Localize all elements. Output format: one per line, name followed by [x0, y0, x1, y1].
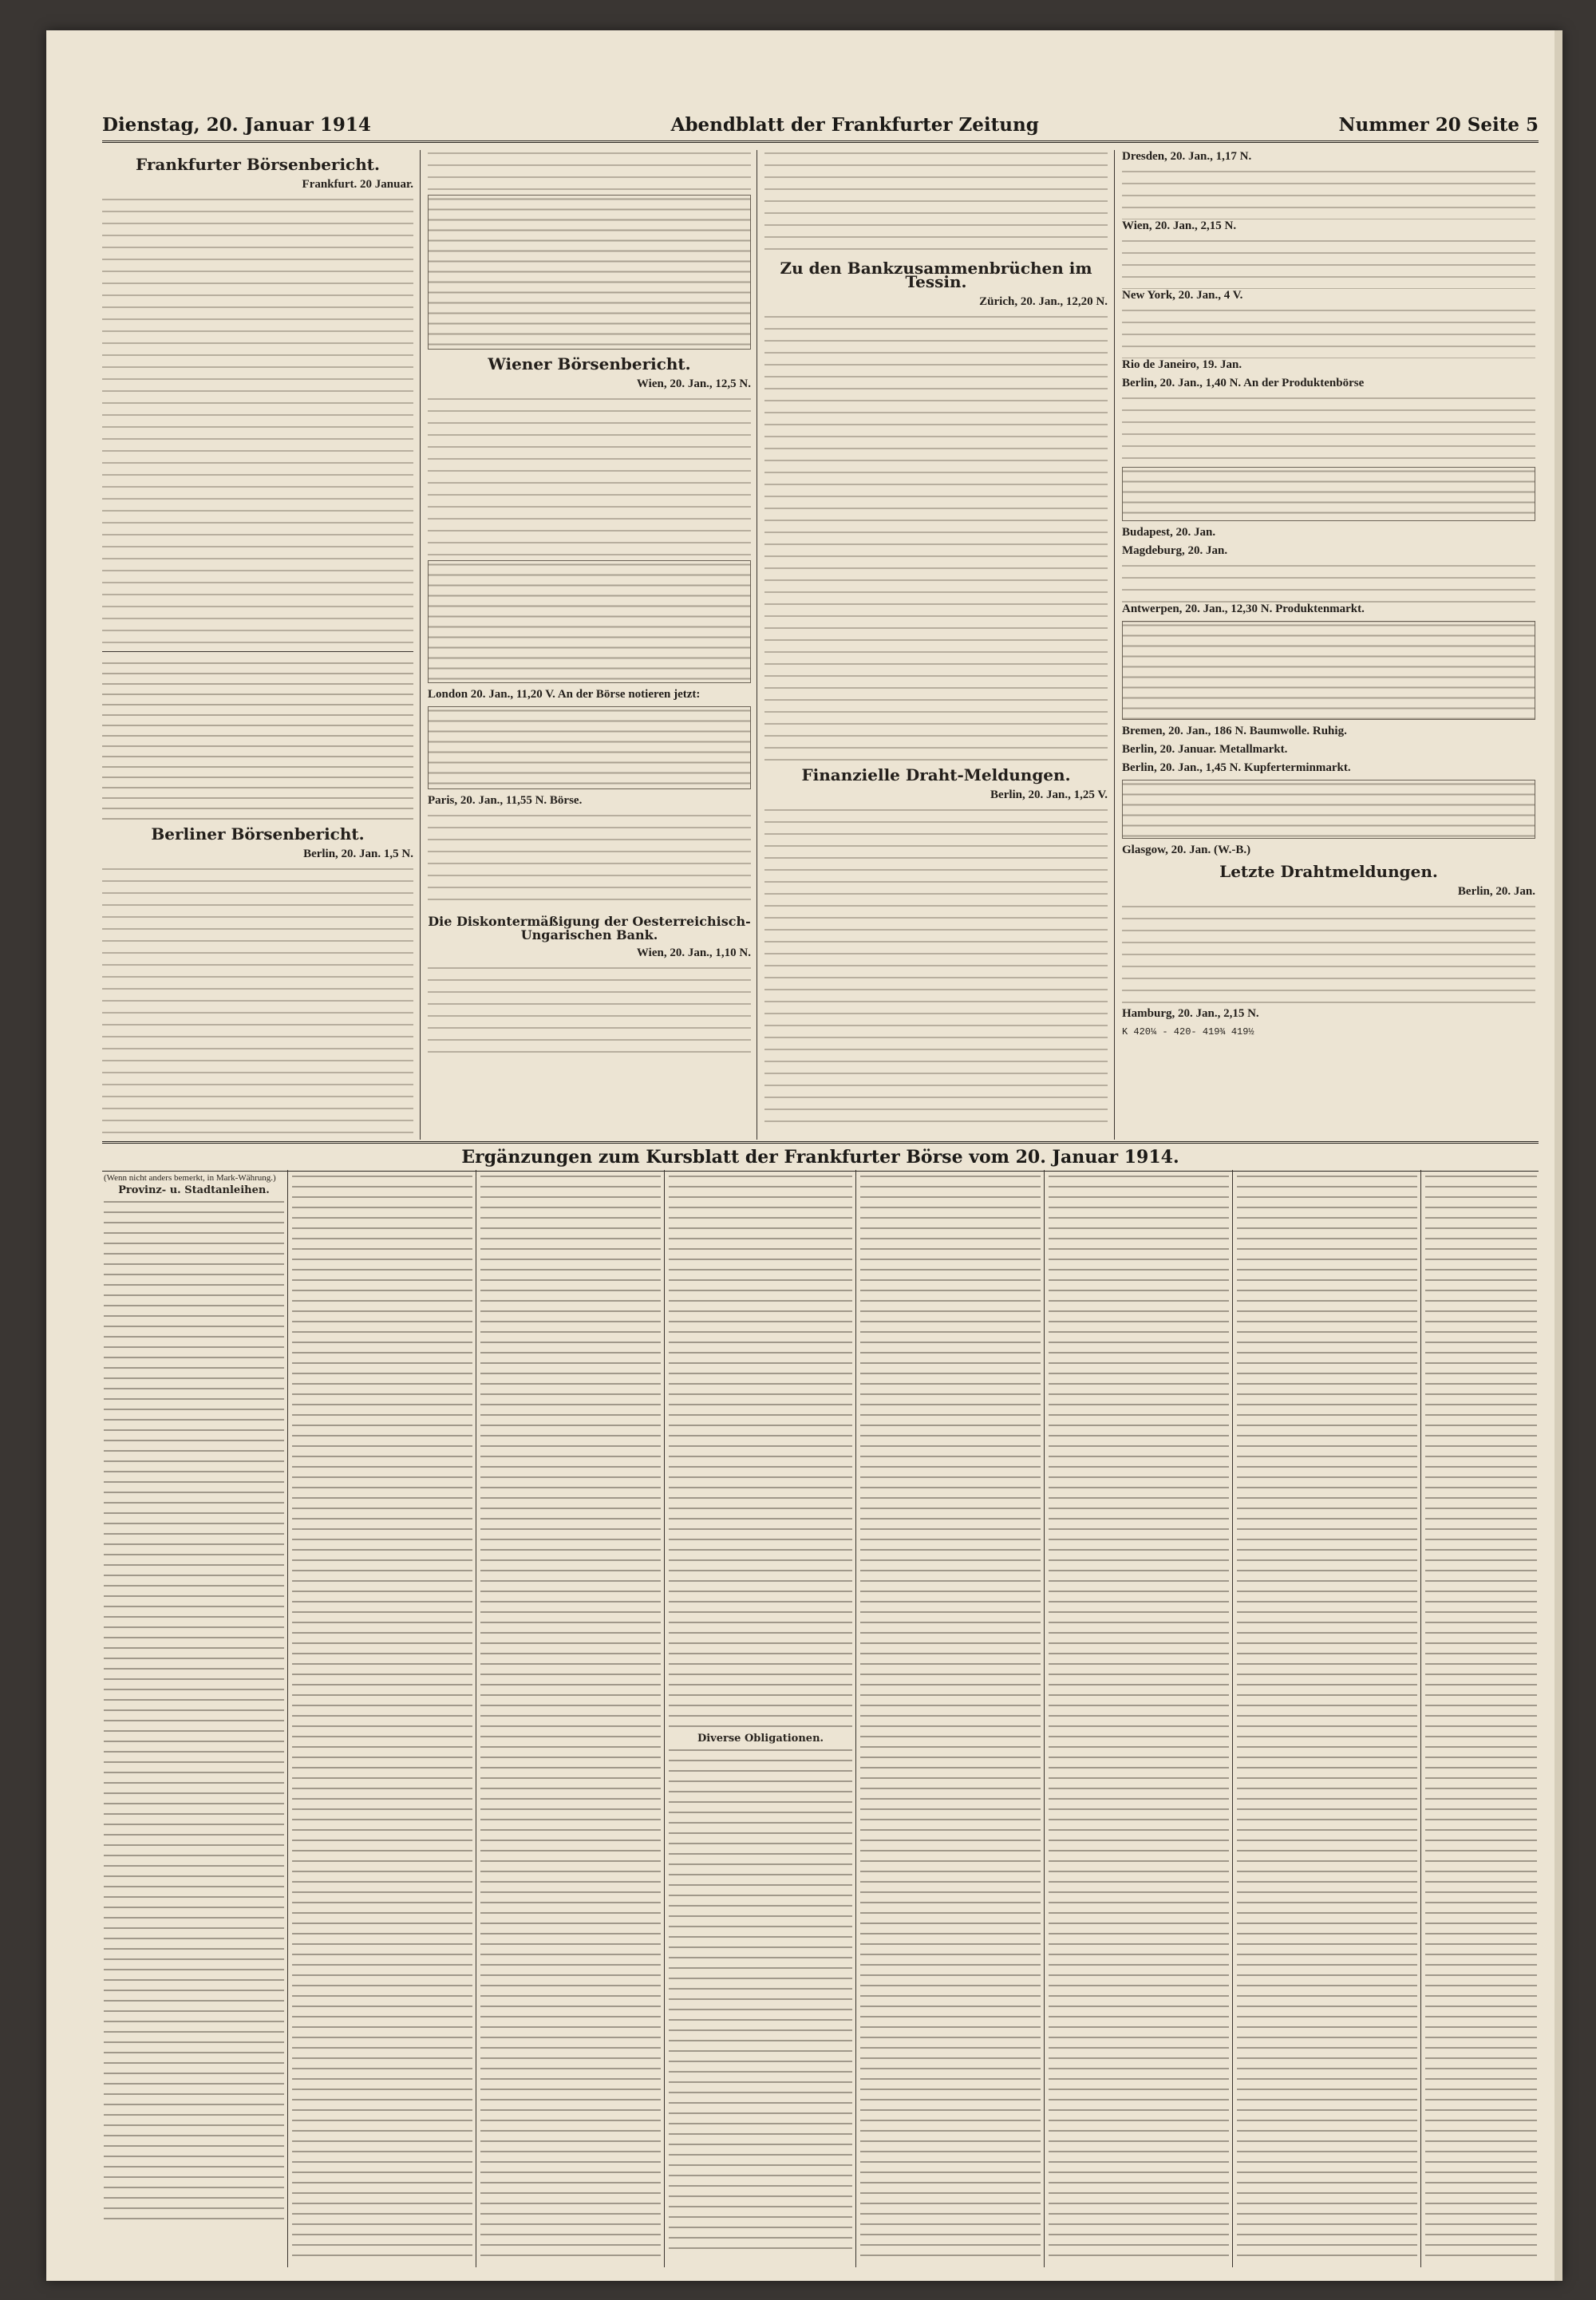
bottom-col-8 [1425, 1173, 1537, 2266]
col4-intro-text [1122, 168, 1535, 219]
hamburg-dateline: Hamburg, 20. Jan., 2,15 N. [1122, 1007, 1259, 1020]
listing-col-4-top [669, 1173, 852, 1732]
finanz-report-body [764, 807, 1108, 1126]
paris-report-body [428, 812, 751, 908]
masthead [102, 104, 1539, 143]
col2-intro-text [428, 150, 751, 190]
listing-col-6 [1049, 1173, 1229, 2259]
magdeburg-body [1122, 563, 1535, 603]
banner-note: (Wenn nicht anders bemerkt, in Mark-Währung.) [104, 1173, 276, 1183]
wiener-boersenbericht-heading: Wiener Börsenbericht. [488, 354, 691, 373]
zuerich-dateline: Zürich, 20. Jan., 12,20 N. [979, 295, 1108, 308]
stock-footer: K 420¼ - 420- 419¾ 419½ [1122, 1026, 1254, 1037]
berliner-report-body [102, 866, 413, 1136]
masthead-date: Dienstag, 20. Januar 1914 [102, 114, 371, 136]
column-wiener-boersenbericht [428, 150, 751, 1136]
masthead-title: Abendblatt der Frankfurter Zeitung [670, 114, 1039, 136]
bottom-col-5 [860, 1173, 1041, 2266]
newyork-body [1122, 307, 1535, 358]
magdeburg-dateline: Magdeburg, 20. Jan. [1122, 544, 1228, 557]
berliner-boersenbericht-heading: Berliner Börsenbericht. [151, 824, 365, 844]
masthead-page-number: Nummer 20 Seite 5 [1338, 114, 1539, 136]
tessin-heading: Zu den Bankzusammenbrüchen im Tessin. [780, 259, 1092, 291]
kursblatt-banner: Ergänzungen zum Kursblatt der Frankfurter Börse vom 20. Januar 1914. [102, 1141, 1539, 1172]
listing-col-5 [860, 1173, 1041, 2259]
frankfurter-dateline: Frankfurt. 20 Januar. [302, 178, 413, 191]
frankfurter-report-body [102, 196, 413, 643]
london-dateline: London 20. Jan., 11,20 V. An der Börse notieren jetzt: [428, 688, 701, 701]
berlin-quotes-table [428, 195, 751, 350]
bottom-col-provinzanleihen [104, 1173, 284, 2266]
produkten-body [1122, 395, 1535, 462]
listing-col-8 [1425, 1173, 1537, 2259]
wien-dateline: Wien, 20. Jan., 2,15 N. [1122, 219, 1237, 232]
produkten-table [1122, 467, 1535, 521]
antwerpen-table [1122, 621, 1535, 720]
wiener-dateline: Wien, 20. Jan., 12,5 N. [636, 377, 751, 390]
listing-col-7 [1237, 1173, 1417, 2259]
frankfurter-boersenbericht-heading: Frankfurter Börsenbericht. [136, 155, 380, 174]
dresden-dateline: Dresden, 20. Jan., 1,17 N. [1122, 150, 1252, 163]
diskont-body [428, 965, 751, 1061]
kupfer-dateline: Berlin, 20. Jan., 1,45 N. Kupferterminmarkt. [1122, 761, 1351, 774]
wiener-report-body [428, 396, 751, 555]
page-edge [1555, 30, 1562, 2281]
finanz-dateline: Berlin, 20. Jan., 1,25 V. [990, 788, 1108, 801]
produktenboerse-dateline: Berlin, 20. Jan., 1,40 N. An der Produktenbörse [1122, 377, 1365, 389]
frankfurter-quotations-block [102, 660, 413, 820]
diskontermaessigung-heading: Die Diskontermäßigung der Oesterreichisch-Ungarischen Bank. [428, 914, 751, 943]
provinz-stadtanleihen-heading: Provinz- u. Stadtanleihen. [118, 1184, 270, 1197]
metallmarkt-dateline: Berlin, 20. Januar. Metallmarkt. [1122, 743, 1288, 756]
column-tessin [764, 150, 1108, 1136]
bottom-col-4 [669, 1173, 852, 2266]
wien-news-body [1122, 238, 1535, 289]
listing-col-3 [480, 1173, 661, 2259]
col3-intro-text [764, 150, 1108, 254]
finanzielle-draht-meldungen-heading: Finanzielle Draht-Meldungen. [801, 765, 1071, 784]
diverse-obligationen-listing [669, 1747, 852, 2258]
column-frankfurter-boersenbericht [102, 150, 413, 1136]
letzte-drahtmeldungen-heading: Letzte Drahtmeldungen. [1219, 862, 1438, 881]
bottom-col-7 [1237, 1173, 1417, 2266]
berliner-dateline: Berlin, 20. Jan. 1,5 N. [303, 848, 413, 860]
provinz-listing [104, 1199, 284, 2228]
kupfer-table [1122, 780, 1535, 839]
antwerpen-dateline: Antwerpen, 20. Jan., 12,30 N. Produktenmarkt. [1122, 603, 1365, 615]
tessin-report-body [764, 314, 1108, 761]
column-markets [1122, 150, 1535, 1136]
diverse-obligationen-heading: Diverse Obligationen. [697, 1733, 824, 1745]
diskont-dateline: Wien, 20. Jan., 1,10 N. [636, 946, 751, 959]
budapest-dateline: Budapest, 20. Jan. [1122, 526, 1216, 539]
bremen-dateline: Bremen, 20. Jan., 186 N. Baumwolle. Ruhig. [1122, 725, 1347, 737]
wien-quotes-table [428, 560, 751, 683]
newspaper-page [46, 30, 1562, 2281]
london-quotes-table [428, 706, 751, 789]
glasgow-dateline: Glasgow, 20. Jan. (W.-B.) [1122, 844, 1251, 856]
letzte-berlin-dateline: Berlin, 20. Jan. [1457, 885, 1535, 898]
paris-dateline: Paris, 20. Jan., 11,55 N. Börse. [428, 794, 583, 807]
bottom-col-2 [292, 1173, 472, 2266]
listing-col-2 [292, 1173, 472, 2259]
bottom-col-6 [1049, 1173, 1229, 2266]
letzte-drahtmeldungen-body [1122, 903, 1535, 1007]
bottom-col-3 [480, 1173, 661, 2266]
newyork-dateline: New York, 20. Jan., 4 V. [1122, 289, 1243, 302]
rio-dateline: Rio de Janeiro, 19. Jan. [1122, 358, 1242, 371]
